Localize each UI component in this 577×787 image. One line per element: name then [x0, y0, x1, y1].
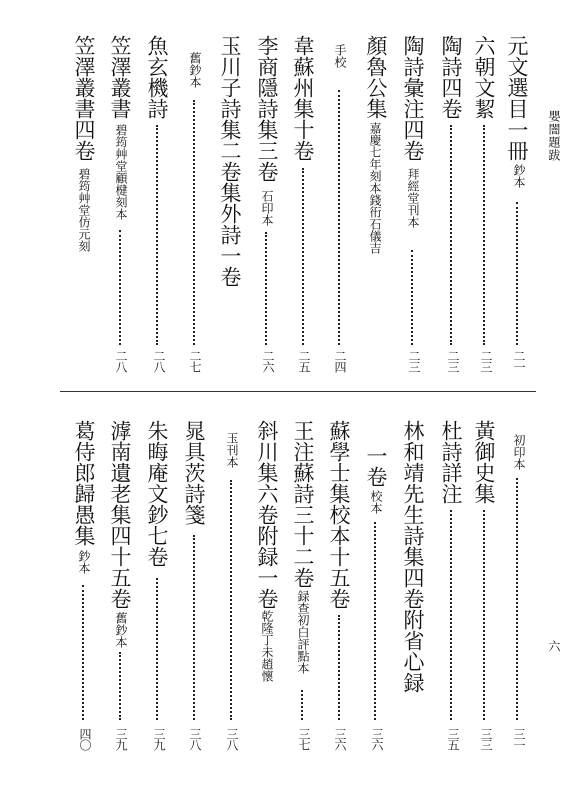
entry-title: 六朝文絜: [472, 35, 496, 119]
entry-edition-note: 拜經堂刊本: [406, 168, 420, 228]
entry-edition-note: 鈔本: [512, 164, 526, 188]
entry-page: 二六: [261, 350, 275, 372]
entry-title: 蘇學士集校本十五卷: [327, 420, 351, 609]
entry-title: 斜川集六卷附録一卷: [255, 420, 279, 609]
entry-edition-note: 手校: [333, 44, 347, 68]
leader-dots: [483, 125, 485, 345]
entry-page: 二三: [446, 350, 460, 372]
page-number: 六: [547, 640, 561, 653]
leader-dots: [338, 615, 340, 720]
entry-page: 三三: [479, 728, 493, 750]
entry-edition-note: 碧筠艸堂顧楗刻本: [114, 124, 128, 220]
leader-dots: [483, 510, 485, 720]
entry-page: 二一: [512, 350, 526, 372]
leader-dots: [156, 578, 158, 720]
entry-page: 三五: [446, 728, 460, 750]
entry-page: 二七: [188, 350, 202, 372]
running-header-title: 嬰闇題跋: [547, 110, 561, 162]
entry-edition-note: 碧筠艸堂仿元刻: [77, 168, 91, 252]
entry-title: 玉川子詩集二卷集外詩一卷: [218, 35, 242, 287]
entry-page: 二五: [297, 350, 311, 372]
entry-edition-note: 乾隆丁未趙懷: [260, 610, 274, 682]
entry-title: 李商隱詩集三卷: [255, 35, 279, 182]
leader-dots: [82, 585, 84, 720]
entry-page: 三九: [114, 728, 128, 750]
entry-title: 滹南遺老集四十五卷: [108, 420, 132, 609]
entry-title: 一卷: [364, 445, 388, 487]
leader-dots: [374, 522, 376, 720]
leader-dots: [230, 480, 232, 720]
entry-edition-note: 録查初白評點本: [296, 590, 310, 674]
leader-dots: [119, 652, 121, 720]
entry-page: 三八: [225, 728, 239, 750]
leader-dots: [450, 125, 452, 345]
leader-dots: [450, 510, 452, 720]
entry-page: 三九: [152, 728, 166, 750]
entry-title: 葛侍郎歸愚集: [72, 420, 96, 546]
leader-dots: [265, 232, 267, 345]
entry-page: 二四: [333, 350, 347, 372]
leader-dots: [516, 478, 518, 720]
entry-title: 笠澤叢書: [108, 35, 132, 119]
entry-edition-note: 初印本: [512, 434, 526, 470]
leader-dots: [119, 230, 121, 345]
entry-edition-note: 石印本: [260, 190, 274, 226]
entry-title: 杜詩詳注: [439, 420, 463, 504]
entry-edition-note: 舊鈔本: [114, 612, 128, 648]
entry-edition-note: 玉刊本: [225, 432, 239, 468]
entry-title: 笠澤叢書四卷: [72, 35, 96, 161]
entry-title: 韋蘇州集十卷: [291, 35, 315, 161]
entry-page: 二三: [407, 350, 421, 372]
entry-title: 晁具茨詩箋: [182, 420, 206, 525]
entry-title: 魚玄機詩: [145, 35, 169, 119]
entry-title: 陶詩四卷: [439, 35, 463, 119]
leader-dots: [411, 250, 413, 345]
entry-page: 三六: [333, 728, 347, 750]
entry-page: 二八: [152, 350, 166, 372]
entry-page: 四〇: [78, 728, 92, 750]
entry-page: 三八: [188, 728, 202, 750]
leader-dots: [193, 535, 195, 720]
entry-edition-note: 校本: [369, 490, 383, 514]
entry-page: 三七: [297, 728, 311, 750]
entry-page: 三一: [512, 728, 526, 750]
leader-dots: [301, 690, 303, 720]
entry-page: 三六: [370, 728, 384, 750]
leader-dots: [516, 202, 518, 345]
leader-dots: [156, 125, 158, 345]
entry-title: 顏魯公集: [364, 35, 388, 119]
entry-title: 黃御史集: [472, 420, 496, 504]
entry-title: 陶詩彙注四卷: [401, 35, 425, 161]
entry-page: 二八: [114, 350, 128, 372]
entry-page: 二三: [479, 350, 493, 372]
leader-dots: [302, 168, 304, 345]
leader-dots: [193, 100, 195, 345]
entry-title: 林和靖先生詩集四卷附省心録: [401, 420, 425, 693]
entry-title: 元文選目一冊: [505, 35, 529, 161]
entry-title: 朱晦庵文鈔七卷: [145, 420, 169, 567]
entry-edition-note: 舊鈔本: [188, 52, 202, 88]
entry-edition-note: 鈔本: [77, 550, 91, 574]
entry-edition-note: 嘉慶七年刻本錢衎石儀吉: [368, 122, 382, 254]
section-divider: [60, 391, 536, 392]
entry-title: 王注蘇詩三十二卷: [291, 420, 315, 588]
leader-dots: [338, 90, 340, 345]
